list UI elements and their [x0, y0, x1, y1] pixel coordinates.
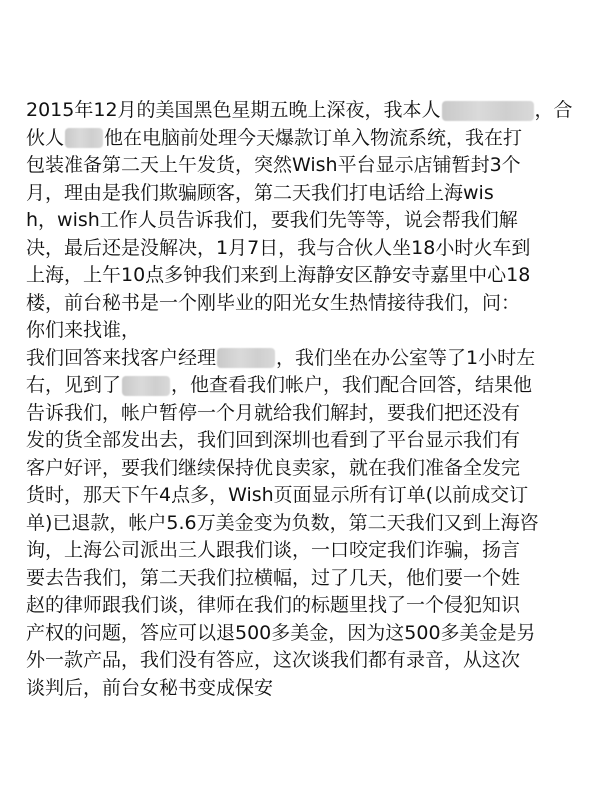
line-text: 月，理由是我们欺骗顾客，第二天我们打电话给上海wis: [26, 181, 494, 204]
text-line: [26, 565, 582, 593]
redacted-name: [65, 128, 103, 148]
redacted-name: [217, 348, 275, 368]
text-line: [26, 372, 582, 400]
text-line: [26, 125, 582, 153]
line-text: ，合: [534, 99, 573, 121]
line-text: 楼，前台秘书是一个刚毕业的阳光女生热情接待我们，问：: [26, 291, 521, 314]
text-line: [26, 235, 582, 263]
line-text: 产权的问题，答应可以退500多美金，因为这500多美金是另: [26, 621, 536, 644]
text-line: [26, 427, 582, 455]
line-text: 外一款产品，我们没有答应，这次谈我们都有录音，从这次: [26, 649, 521, 671]
line-text: 右，见到了: [26, 374, 122, 396]
redacted-name: [122, 376, 170, 396]
line-text: 赵的律师跟我们谈，律师在我们的标题里找了一个侵犯知识: [26, 594, 521, 616]
line-text: 单)已退款，帐户5.6万美金变为负数，第二天我们又到上海咨: [26, 511, 539, 534]
line-text: 要去告我们，第二天我们拉横幅，过了几天，他们要一个姓: [26, 566, 521, 589]
line-text: 包装准备第二天上午发货，突然Wish平台显示店铺暂封3个: [26, 154, 521, 176]
line-text: 他在电脑前处理今天爆款订单入物流系统，我在打: [104, 126, 523, 149]
text-line: [26, 290, 582, 318]
line-text: 发的货全部发出去，我们回到深圳也看到了平台显示我们有: [26, 429, 521, 451]
text-line: [26, 537, 582, 565]
line-text: 2015年12月的美国黑色星期五晚上深夜，我本人: [26, 99, 441, 121]
line-text: 伙人: [26, 126, 65, 149]
text-line: [26, 455, 582, 483]
line-text: 告诉我们，帐户暂停一个月就给我们解封，要我们把还没有: [26, 401, 521, 424]
text-line: [26, 592, 582, 620]
text-line: [26, 620, 582, 648]
line-text: 谈判后，前台女秘书变成保安: [26, 676, 274, 699]
text-line: [26, 262, 582, 290]
line-text: 我们回答来找客户经理: [26, 346, 217, 369]
line-text: h，wish工作人员告诉我们，要我们先等等，说会帮我们解: [26, 209, 518, 231]
story-text: [26, 97, 582, 702]
line-text: 决，最后还是没解决，1月7日，我与合伙人坐18小时火车到: [26, 236, 531, 259]
text-line: [26, 152, 582, 180]
text-line: [26, 180, 582, 208]
text-line: [26, 482, 582, 510]
line-text: ，他查看我们帐户，我们配合回答，结果他: [171, 374, 533, 396]
line-text: ，我们坐在办公室等了1小时左: [276, 346, 536, 369]
line-text: 上海，上午10点多钟我们来到上海静安区静安寺嘉里中心18: [26, 264, 531, 286]
text-line: [26, 97, 582, 125]
text-line: [26, 510, 582, 538]
line-text: 询，上海公司派出三人跟我们谈，一口咬定我们诈骗，扬言: [26, 539, 521, 561]
text-line: [26, 207, 582, 235]
line-text: 货时，那天下午4点多，Wish页面显示所有订单(以前成交订: [26, 484, 529, 506]
text-line: [26, 647, 582, 675]
text-line: [26, 400, 582, 428]
redacted-name: [442, 101, 534, 121]
text-line: [26, 675, 582, 703]
line-text: 你们来找谁，: [26, 319, 141, 341]
text-line: [26, 345, 582, 373]
line-text: 客户好评，要我们继续保持优良卖家，就在我们准备全发完: [26, 456, 521, 479]
text-line: [26, 317, 582, 345]
